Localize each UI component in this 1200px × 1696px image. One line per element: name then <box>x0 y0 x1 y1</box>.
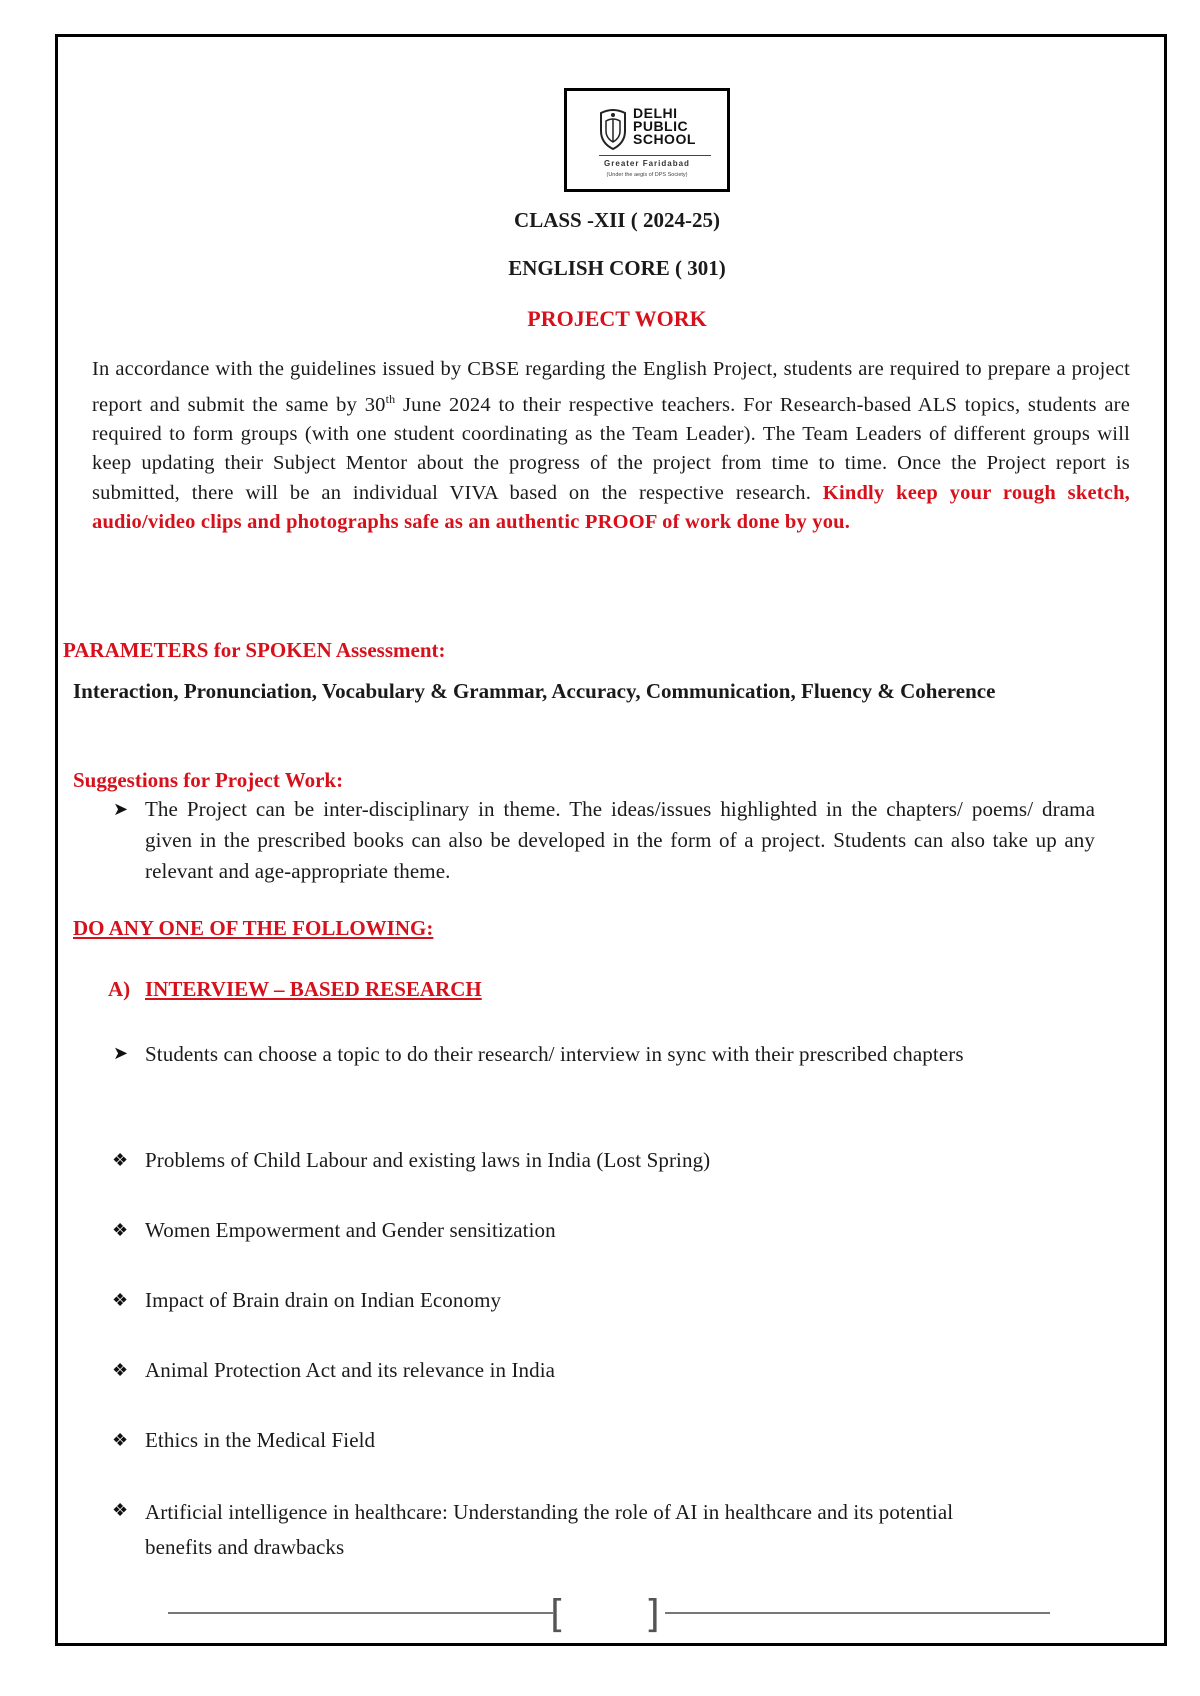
parameters-list: Interaction, Pronunciation, Vocabulary & Grammar, Accuracy, Communication, Fluency & Coherence <box>73 679 996 703</box>
topic-item: Women Empowerment and Gender sensitization <box>145 1218 556 1242</box>
intro-text-end: June 2024 to their respective teachers. For Research-based ALS topics, students are required to form groups (with one student coordinating as the Team Leader). The Team Leaders of different groups will keep updating their Subject Mentor about the progress of the project from time to time. Once the Project report is submitted, there will be an individual VIVA based on the respective research. <box>92 393 1130 504</box>
diamond-bullet-icon: ❖ <box>112 1220 129 1240</box>
school-logo <box>564 88 730 192</box>
diamond-bullet-icon: ❖ <box>112 1500 129 1520</box>
footer-bracket-left: [ <box>550 1592 565 1636</box>
footer-rule-right <box>665 1612 1050 1614</box>
logo-name-line2: PUBLIC <box>633 118 689 134</box>
logo-divider <box>599 155 711 156</box>
logo-name-line3: SCHOOL <box>633 131 696 147</box>
topic-item: Ethics in the Medical Field <box>145 1428 376 1452</box>
subject-line: ENGLISH CORE ( 301) <box>508 256 726 280</box>
intro-text-start: In accordance with the guidelines issued by CBSE regarding the English Project, students are required to prepare a project report and submit the same by 30 <box>92 358 1130 416</box>
section-a-label: A) <box>108 977 131 1001</box>
arrow-bullet-icon: ➤ <box>113 1043 129 1063</box>
topic-item: Artificial intelligence in healthcare: Understanding the role of AI in healthcare and its potential benefits and drawbacks <box>145 1500 954 1559</box>
intro-paragraph <box>92 355 1130 538</box>
diamond-bullet-icon: ❖ <box>112 1290 129 1310</box>
diamond-bullet-icon: ❖ <box>112 1430 129 1450</box>
diamond-bullet-icon: ❖ <box>112 1360 129 1380</box>
school-crest-icon <box>597 107 629 151</box>
topic-item: Impact of Brain drain on Indian Economy <box>145 1288 502 1312</box>
topic-item: Animal Protection Act and its relevance in India <box>145 1358 556 1382</box>
parameters-heading: PARAMETERS for SPOKEN Assessment: <box>63 638 446 662</box>
suggestions-heading: Suggestions for Project Work: <box>73 768 344 792</box>
footer-bracket-right: ] <box>645 1592 660 1636</box>
footer-rule-left <box>168 1612 553 1614</box>
logo-city: Greater Faridabad <box>604 159 690 168</box>
options-heading: DO ANY ONE OF THE FOLLOWING: <box>73 916 434 940</box>
arrow-bullet-icon: ➤ <box>113 799 129 819</box>
logo-note: (Under the aegis of DPS Society) <box>606 172 688 178</box>
intro-emphasis: Kindly keep your rough sketch, audio/video clips and photographs safe as an authentic PROOF of work done by you. <box>92 481 1131 534</box>
logo-name <box>633 107 696 146</box>
class-line: CLASS -XII ( 2024-25) <box>514 208 720 232</box>
intro-superscript: th <box>385 391 396 406</box>
diamond-bullet-icon: ❖ <box>112 1150 129 1170</box>
logo-name-line1: DELHI <box>633 105 678 121</box>
section-a-intro: Students can choose a topic to do their research/ interview in sync with their prescribed chapters <box>145 1042 964 1066</box>
suggestion-item: The Project can be inter-disciplinary in theme. The ideas/issues highlighted in the chapters/ poems/ drama given in the prescribed books can also be developed in the form of a project. Students can also take up any relevant and age-appropriate theme. <box>145 797 1095 883</box>
section-a-title: INTERVIEW – BASED RESEARCH <box>145 977 482 1001</box>
topic-item: Problems of Child Labour and existing laws in India (Lost Spring) <box>145 1148 711 1172</box>
page-title: PROJECT WORK <box>527 306 707 331</box>
